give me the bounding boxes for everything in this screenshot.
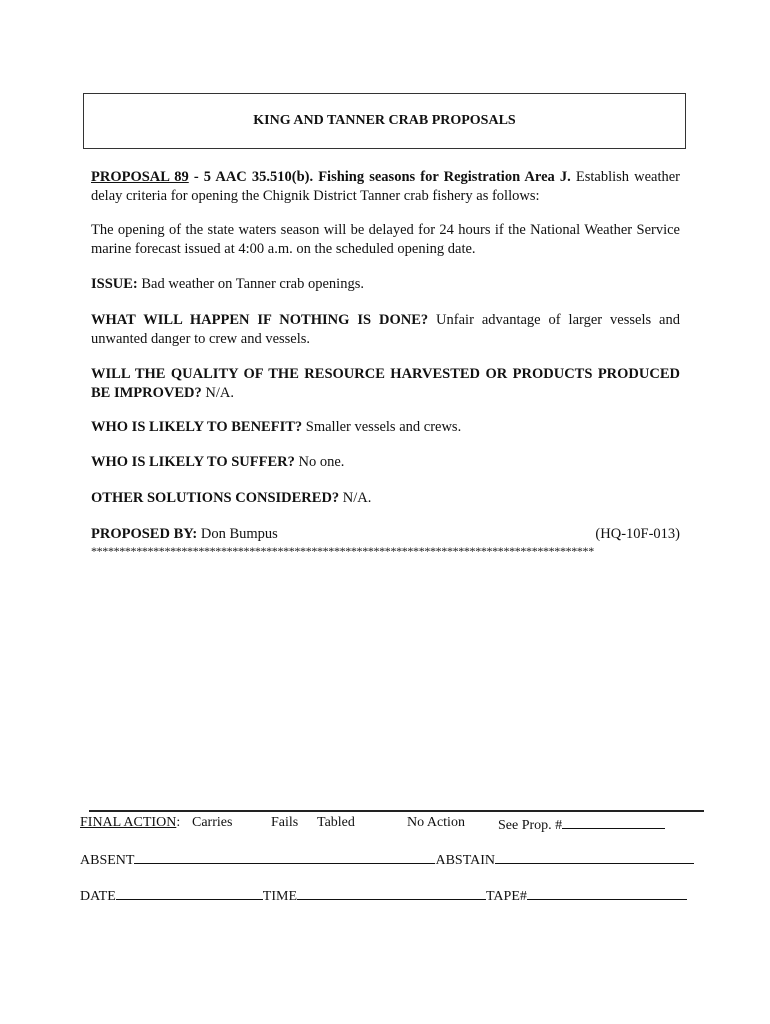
nothing-label: WHAT WILL HAPPEN IF NOTHING IS DONE? bbox=[91, 312, 429, 328]
page-title: KING AND TANNER CRAB PROPOSALS bbox=[253, 113, 516, 128]
benefit-section bbox=[91, 418, 680, 437]
date-label: DATE bbox=[80, 889, 116, 904]
issue-label: ISSUE: bbox=[91, 276, 138, 292]
proposal-number: PROPOSAL 89 bbox=[91, 169, 189, 185]
fails-option: Fails bbox=[271, 815, 299, 830]
divider bbox=[89, 810, 704, 812]
separator: ***************************************************************************************** bbox=[91, 545, 594, 557]
see-prop-field[interactable] bbox=[562, 813, 665, 829]
other-text: N/A. bbox=[339, 490, 372, 506]
absent-abstain-row bbox=[80, 848, 704, 868]
quality-text: N/A. bbox=[201, 385, 235, 401]
final-action-label: FINAL ACTION bbox=[80, 815, 177, 830]
abstain-label: ABSTAIN bbox=[435, 853, 496, 868]
proposed-by-row bbox=[91, 525, 680, 544]
proposal-heading bbox=[91, 168, 680, 206]
nothing-section bbox=[91, 311, 680, 349]
final-action-row bbox=[80, 813, 704, 833]
suffer-section bbox=[91, 453, 680, 472]
time-field[interactable] bbox=[297, 884, 486, 900]
tabled-option: Tabled bbox=[317, 815, 355, 830]
final-action-group bbox=[80, 813, 180, 833]
proposed-by-label: PROPOSED BY: bbox=[91, 526, 198, 542]
benefit-label: WHO IS LIKELY TO BENEFIT? bbox=[91, 419, 303, 435]
quality-label: WILL THE QUALITY OF THE RESOURCE HARVESTED OR PRODUCTS PRODUCED BE IMPROVED? bbox=[91, 366, 680, 401]
tape-field[interactable] bbox=[527, 884, 687, 900]
abstain-field[interactable] bbox=[495, 848, 694, 864]
see-prop-group bbox=[498, 813, 665, 836]
absent-field[interactable] bbox=[134, 848, 435, 864]
no-action-option: No Action bbox=[407, 815, 465, 830]
nothing-text: Unfair advantage of larger vessels and unwanted danger to crew and vessels. bbox=[91, 312, 680, 347]
final-action-colon: : bbox=[176, 815, 181, 830]
suffer-text: No one. bbox=[294, 454, 345, 470]
issue-text: Bad weather on Tanner crab openings. bbox=[137, 276, 364, 292]
proposal-citation: - 5 AAC 35.510(b). Fishing seasons for Registration Area J. bbox=[188, 169, 571, 185]
time-label: TIME bbox=[262, 889, 297, 904]
proposal-intro: Establish weather delay criteria for opening the Chignik District Tanner crab fishery as follows: bbox=[91, 169, 681, 204]
suffer-label: WHO IS LIKELY TO SUFFER? bbox=[91, 454, 295, 470]
carries-option: Carries bbox=[192, 815, 233, 830]
date-time-tape-row bbox=[80, 884, 704, 904]
see-prop-label: See Prop. # bbox=[498, 818, 563, 833]
quality-section bbox=[91, 365, 680, 403]
proposed-by-text: Don Bumpus bbox=[197, 526, 278, 542]
benefit-text: Smaller vessels and crews. bbox=[302, 419, 462, 435]
other-label: OTHER SOLUTIONS CONSIDERED? bbox=[91, 490, 340, 506]
proposal-code: (HQ-10F-013) bbox=[595, 526, 680, 542]
absent-label: ABSENT bbox=[80, 853, 135, 868]
proposal-body: The opening of the state waters season will be delayed for 24 hours if the National Weather Service marine forecast issued at 4:00 a.m. on the scheduled opening date. bbox=[91, 222, 680, 257]
issue-section bbox=[91, 275, 680, 294]
date-field[interactable] bbox=[116, 884, 263, 900]
tape-label: TAPE# bbox=[486, 889, 527, 904]
other-section bbox=[91, 489, 680, 508]
title-box bbox=[83, 93, 686, 149]
